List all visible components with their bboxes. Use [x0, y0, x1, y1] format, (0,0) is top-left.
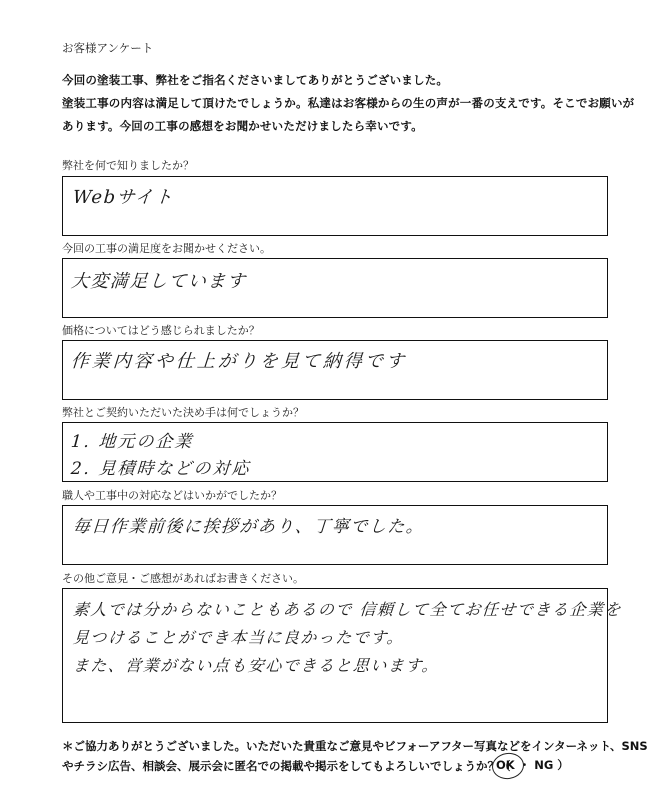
- intro-line-2: 塗装工事の内容は満足して頂けたでしょうか。私達はお客様からの生の声が一番の支えです。そこでお願いが: [62, 96, 635, 110]
- handwritten-answer: 大変満足しています: [70, 271, 248, 292]
- question-staff-label: 職人や工事中の対応などはいかがでしたか？: [62, 489, 282, 502]
- handwritten-answer: Webサイト: [72, 187, 175, 208]
- question-price-label: 価格についてはどう感じられましたか？: [62, 324, 260, 337]
- handwritten-answer-line-2: 2. 見積時などの対応: [70, 459, 252, 479]
- answer-box-comments: [62, 588, 623, 723]
- question-comments-label: その他ご意見・ご感想があればお書きください。: [62, 572, 304, 585]
- handwritten-answer-line-1: 1. 地元の企業: [70, 432, 195, 452]
- handwritten-answer: 作業内容や仕上がりを見て納得です: [70, 351, 408, 372]
- handwritten-answer-line-2: 見つけることができ本当に良かったです。: [72, 628, 405, 647]
- handwritten-answer-line-1: 素人では分からないこともあるので 信頼して全てお任せできる企業を: [72, 600, 623, 619]
- page-title: お客様アンケート: [62, 41, 154, 55]
- ok-selected-circle: [490, 751, 525, 781]
- answer-box-satisfaction: [62, 258, 608, 318]
- answer-box-decision: [62, 422, 608, 482]
- answer-box-staff: [62, 505, 608, 565]
- answer-box-price: [62, 340, 608, 400]
- handwritten-answer: 毎日作業前後に挨拶があり、丁寧でした。: [72, 517, 426, 537]
- answer-box-source: [62, 176, 608, 236]
- question-satisfaction-label: 今回の工事の満足度をお聞かせください。: [62, 242, 271, 255]
- question-decision-label: 弊社とご契約いただいた決め手は何でしょうか？: [62, 406, 304, 419]
- consent-options: OK ・ NG ）: [496, 758, 569, 772]
- question-source-label: 弊社を何で知りましたか？: [62, 159, 194, 172]
- intro-line-3: あります。今回の工事の感想をお聞かせいただけましたら幸いです。: [62, 119, 423, 133]
- handwritten-answer-line-3: また、営業がない点も安心できると思います。: [72, 656, 440, 675]
- intro-line-1: 今回の塗装工事、弊社をご指名くださいましてありがとうございました。: [62, 73, 449, 87]
- consent-note-line-1: ＊ご協力ありがとうございました。いただいた貴重なご意見やビフォーアフター写真などをインターネット、SNS: [62, 739, 648, 753]
- consent-note-line-2: やチラシ広告、相談会、展示会に匿名での掲載や掲示をしてもよろしいでしょうか？（: [62, 759, 511, 773]
